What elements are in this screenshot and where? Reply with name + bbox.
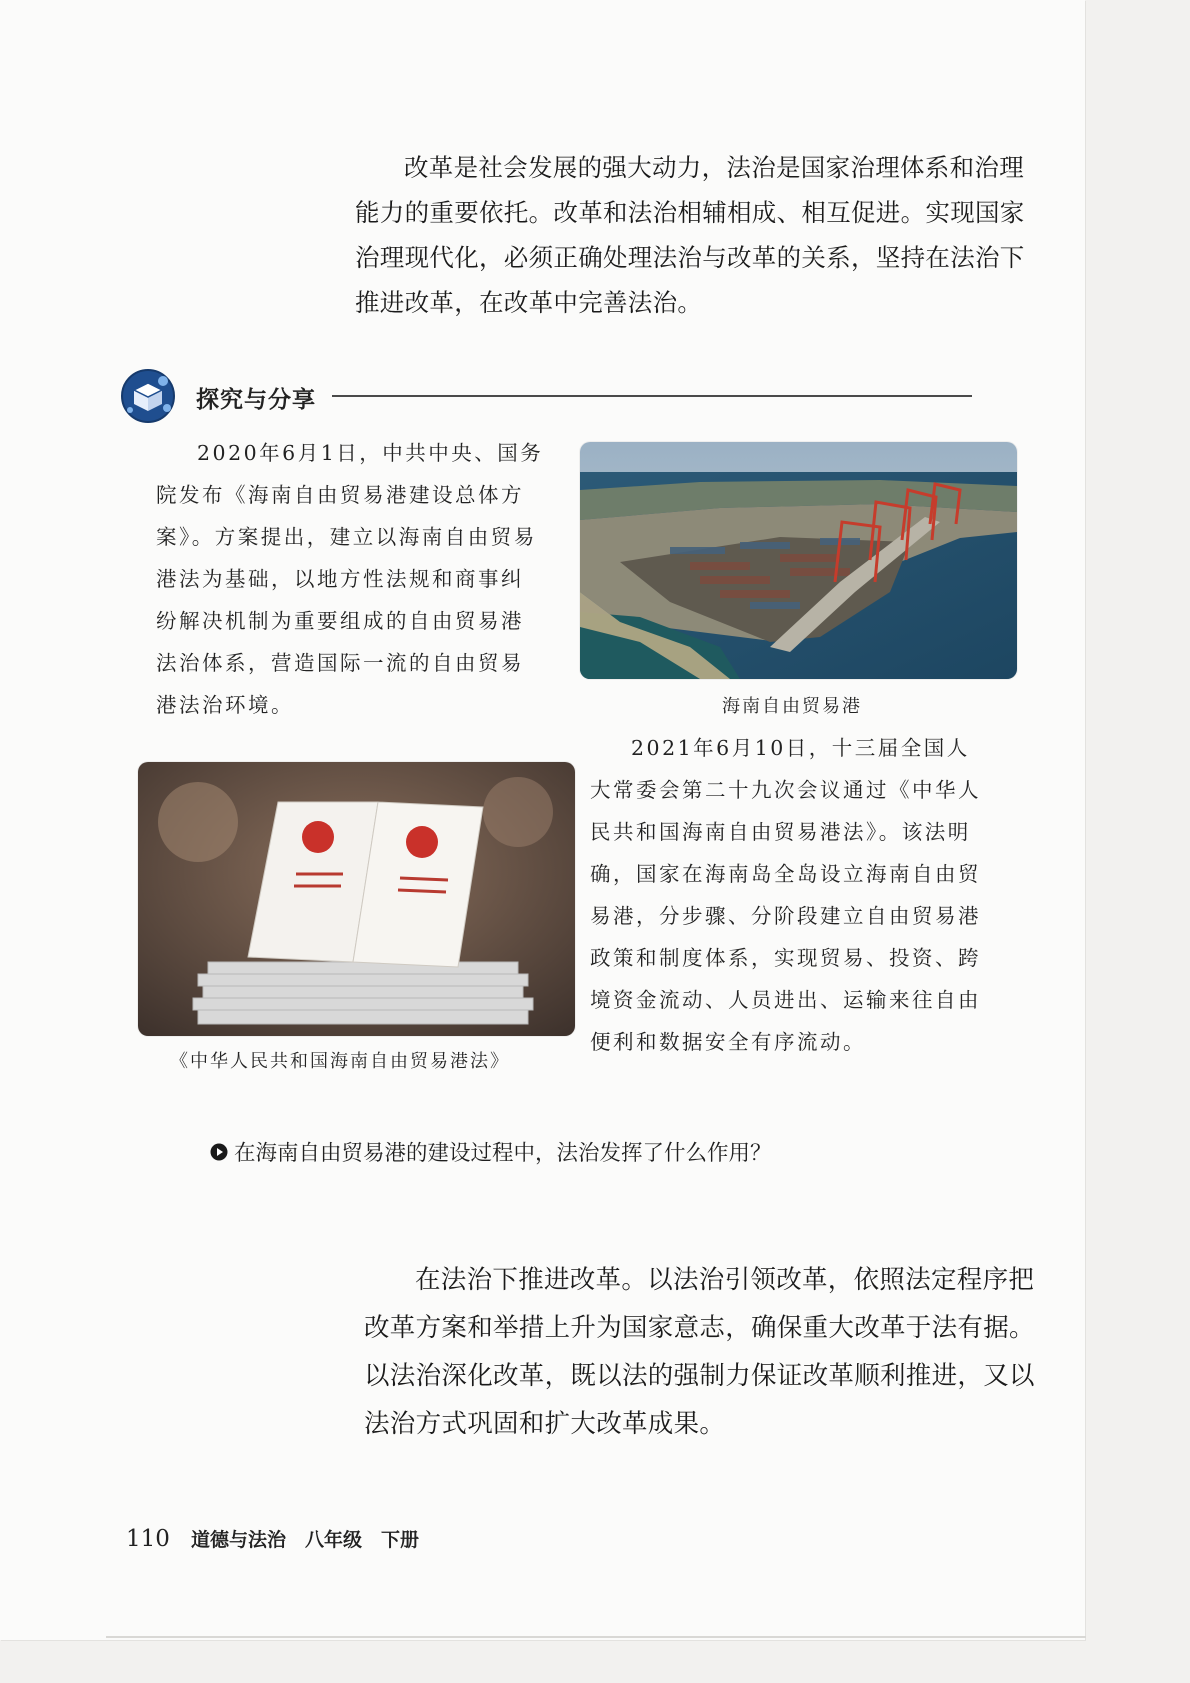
closing-paragraph: 在法治下推进改革。以法治引领改革，依照法定程序把改革方案和举措上升为国家意志，确保重大改革于法有据。以法治深化改革，既以法的强制力保证改革顺利推进，又以法治方式巩固和扩大改革成果。: [364, 1265, 1035, 1439]
page-bottom-rule: [106, 1636, 1086, 1638]
page-number: 110: [126, 1526, 170, 1552]
case-text-2020: 2020年6月1日，中共中央、国务院发布《海南自由贸易港建设总体方案》。方案提出，建立以海南自由贸易港法为基础，以地方性法规和商事纠纷解决机制为重要组成的自由贸易港法治体系，营造国际一流的自由贸易港法治环境。: [156, 441, 544, 717]
intro-paragraph: 改革是社会发展的强大动力，法治是国家治理体系和治理能力的重要依托。改革和法治相辅相成、相互促进。实现国家治理现代化，必须正确处理法治与改革的关系，坚持在法治下推进改革，在改革中完善法治。: [355, 153, 1025, 317]
law-book-photo: [138, 762, 575, 1036]
book-title: 道德与法治 八年级 下册: [191, 1529, 420, 1551]
section-divider: [332, 395, 972, 397]
section-title: 探究与分享: [196, 387, 316, 413]
question-text: 在海南自由贸易港的建设过程中，法治发挥了什么作用？: [234, 1141, 772, 1166]
port-photo-caption: 海南自由贸易港: [722, 696, 862, 717]
section-header: [120, 368, 980, 424]
case-text-2021: 2021年6月10日，十三届全国人大常委会第二十九次会议通过《中华人民共和国海南自由贸易港法》。该法明确，国家在海南岛全岛设立海南自由贸易港，分步骤、分阶段建立自由贸易港政策和制度体系，实现贸易、投资、跨境资金流动、人员进出、运输来往自由便利和数据安全有序流动。: [590, 736, 981, 1054]
hainan-port-photo: [580, 442, 1017, 679]
explore-share-icon: [120, 368, 176, 424]
discussion-question: [210, 1134, 1010, 1168]
book-photo-caption: 《中华人民共和国海南自由贸易港法》: [170, 1051, 510, 1072]
page-footer: [126, 1525, 419, 1561]
play-circle-icon: [210, 1143, 228, 1161]
